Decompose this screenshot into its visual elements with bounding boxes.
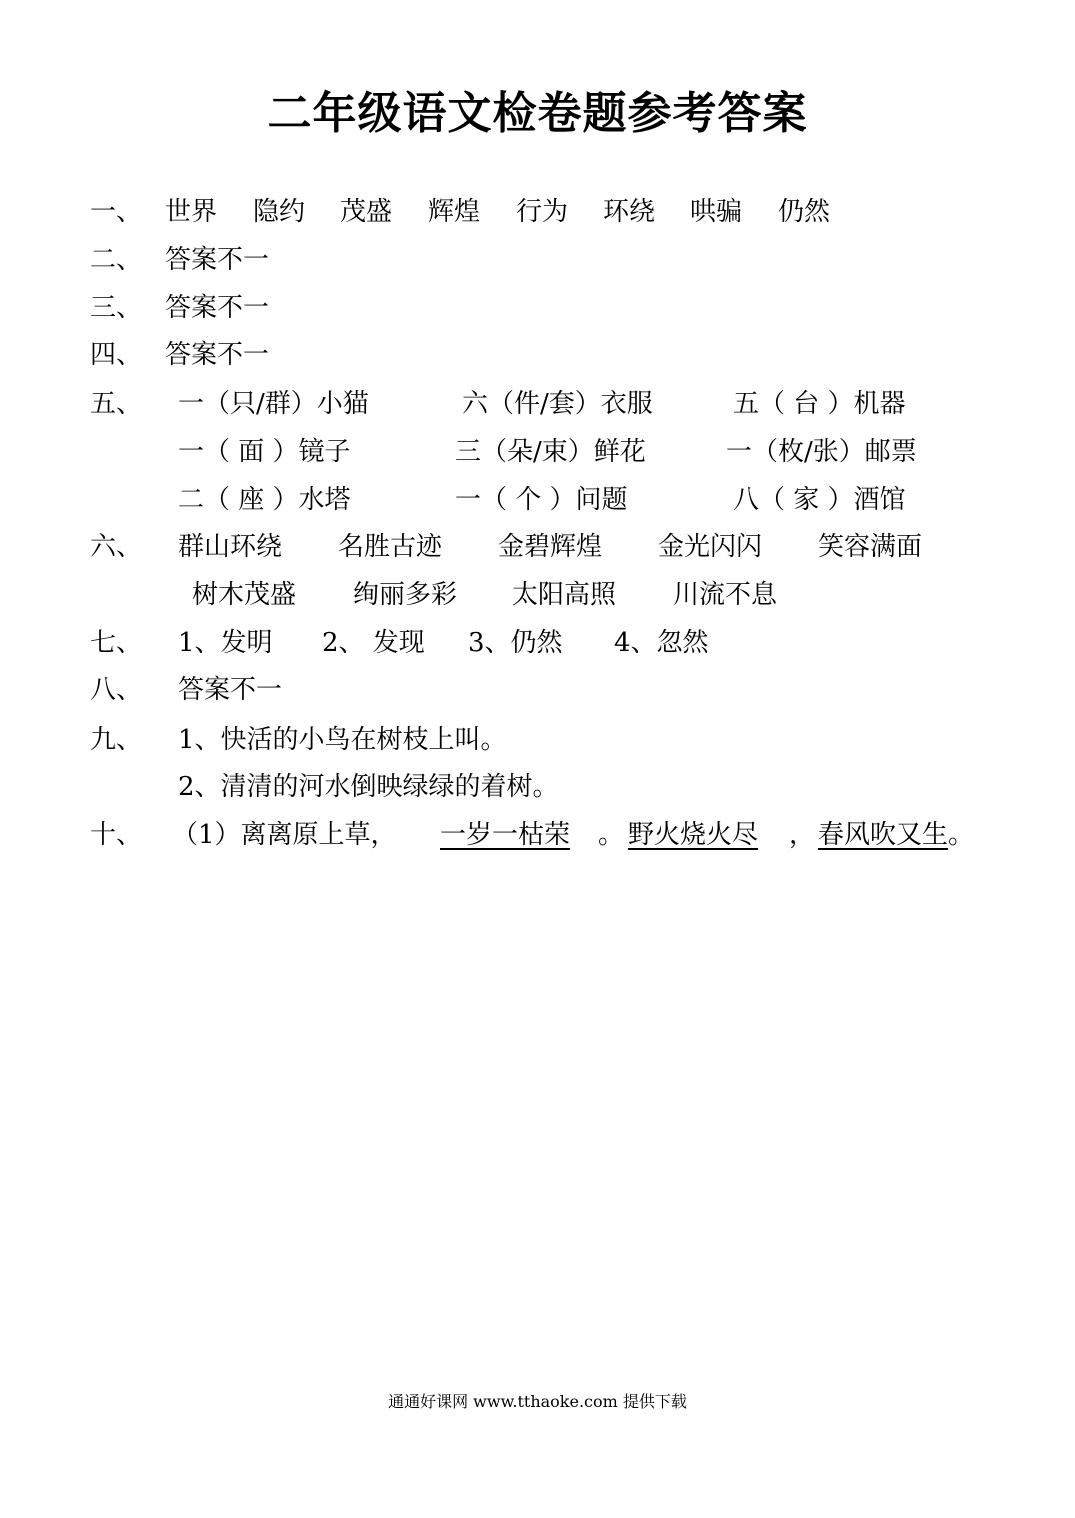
poem-blank-3: 春风吹又生: [818, 820, 949, 850]
answer-text: 答案不一: [165, 293, 270, 323]
poem-separator: 。: [598, 820, 625, 850]
idiom-answer: 绚丽多彩: [353, 580, 458, 610]
answer-word: 环绕: [603, 197, 656, 227]
measure-word-answer: 五（ 台 ）机器: [733, 389, 906, 419]
section-number-4: 四、: [90, 340, 143, 370]
idiom-answer: 笑容满面: [818, 532, 923, 562]
section-number-2: 二、: [90, 245, 143, 275]
measure-word-answer: 八（ 家 ）酒馆: [733, 485, 906, 515]
section-number-1: 一、: [90, 197, 143, 227]
answer-word: 行为: [516, 197, 569, 227]
poem-separator: ，: [789, 820, 816, 850]
answer-word: 2、 发现: [322, 628, 425, 658]
answer-text: 答案不一: [165, 340, 270, 370]
idiom-answer: 金碧辉煌: [498, 532, 603, 562]
measure-word-answer: 一（只/群）小猫: [178, 389, 369, 419]
idiom-answer: 树木茂盛: [192, 580, 297, 610]
idiom-answer: 金光闪闪: [658, 532, 763, 562]
section-number-5: 五、: [90, 389, 143, 419]
answer-word: 隐约: [253, 197, 306, 227]
section-number-9: 九、: [90, 725, 143, 755]
idiom-answer: 太阳高照: [512, 580, 617, 610]
footer-credit: 通通好课网 www.tthaoke.com 提供下载: [388, 1392, 687, 1411]
answer-word: 4、忽然: [614, 628, 709, 658]
answer-word: 3、仍然: [468, 628, 563, 658]
poem-end: 。: [948, 820, 975, 850]
idiom-answer: 群山环绕: [178, 532, 283, 562]
measure-word-answer: 六（件/套）衣服: [462, 389, 653, 419]
idiom-answer: 名胜古迹: [338, 532, 443, 562]
measure-word-answer: 三（朵/束）鲜花: [455, 437, 646, 467]
answer-text: 答案不一: [178, 675, 283, 705]
section-number-3: 三、: [90, 293, 143, 323]
answer-word: 世界: [165, 197, 218, 227]
answer-word: 茂盛: [340, 197, 393, 227]
measure-word-answer: 二（ 座 ）水塔: [178, 485, 351, 515]
measure-word-answer: 一（枚/张）邮票: [726, 437, 917, 467]
poem-blank-2: 野火烧火尽: [628, 820, 759, 850]
answer-word: 仍然: [778, 197, 831, 227]
section-number-7: 七、: [90, 628, 143, 658]
answer-word: 哄骗: [690, 197, 743, 227]
section-number-6: 六、: [90, 532, 143, 562]
section-number-8: 八、: [90, 675, 143, 705]
measure-word-answer: 一（ 个 ）问题: [455, 485, 628, 515]
answer-word: 辉煌: [428, 197, 481, 227]
section-number-10: 十、: [90, 820, 143, 850]
answer-word: 1、发明: [178, 628, 273, 658]
idiom-answer: 川流不息: [673, 580, 778, 610]
measure-word-answer: 一（ 面 ）镜子: [178, 437, 351, 467]
page-title: 二年级语文检卷题参考答案: [267, 88, 808, 139]
answer-text: 答案不一: [165, 245, 270, 275]
sentence-answer: 2、清清的河水倒映绿绿的着树。: [178, 772, 559, 802]
poem-blank-1: 一岁一枯荣: [440, 820, 571, 850]
poem-prefix: （1）离离原上草，: [172, 820, 397, 850]
sentence-answer: 1、快活的小鸟在树枝上叫。: [178, 725, 507, 755]
